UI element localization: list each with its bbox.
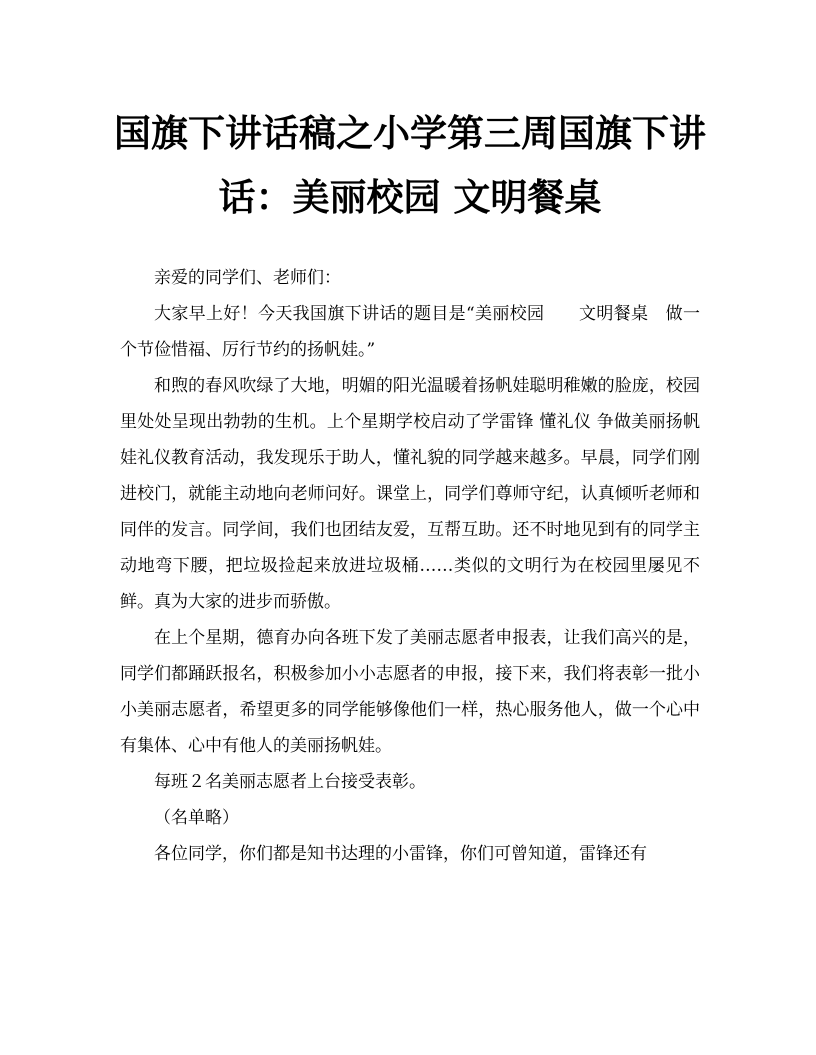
document-title: 国旗下讲话稿之小学第三周国旗下讲话：美丽校园 文明餐桌 xyxy=(114,112,706,219)
volunteer-paragraph: 在上个星期，德育办向各班下发了美丽志愿者申报表，让我们高兴的是，同学们都踊跃报名，积极参加小小志愿者的申报，接下来，我们将表彰一批小小美丽志愿者，希望更多的同学能够像他们一样，热心服务他人，做一个心中有集体、心中有他人的美丽扬帆娃。 xyxy=(120,628,700,756)
award-paragraph: 每班２名美丽志愿者上台接受表彰。 xyxy=(154,772,426,792)
greeting-paragraph: 大家早上好！今天我国旗下讲话的题目是“美丽校园 文明餐桌 做一个节俭惜福、厉行节约的扬帆娃。” xyxy=(120,304,700,360)
salutation-paragraph: 亲爱的同学们、老师们： xyxy=(154,268,341,288)
closing-paragraph: 各位同学，你们都是知书达理的小雷锋，你们可曾知道，雷锋还有 xyxy=(154,844,647,864)
spring-campus-paragraph: 和煦的春风吹绿了大地，明媚的阳光温暖着扬帆娃聪明稚嫩的脸庞，校园里处处呈现出勃勃的生机。上个星期学校启动了学雷锋 懂礼仪 争做美丽扬帆娃礼仪教育活动，我发现乐于助人，懂礼貌的同学越来越多。早晨，同学们刚进校门，就能主动地向老师问好。课堂上，同学们尊师守纪，认真倾听老师和同伴的发言。同学间，我们也团结友爱，互帮互助。还不时地见到有的同学主动地弯下腰，把垃圾捡起来放进垃圾桶……类似的文明行为在校园里屡见不鲜。真为大家的进步而骄傲。 xyxy=(120,376,700,612)
name-list-paragraph: （名单略） xyxy=(154,808,239,828)
document-body xyxy=(120,260,700,872)
